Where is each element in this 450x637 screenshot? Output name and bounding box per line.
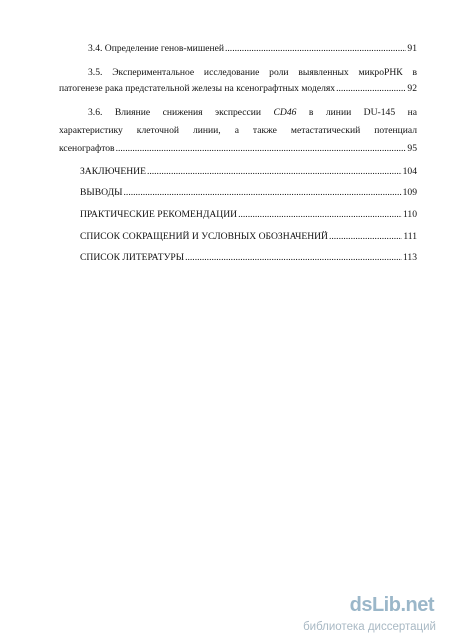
toc-entry-3-6-line-2[interactable] (59, 124, 417, 137)
toc-page-number: 104 (402, 166, 417, 177)
toc-page-number: 111 (403, 231, 417, 242)
toc-entry-abbreviations[interactable] (80, 230, 417, 243)
toc-entry-3-4[interactable] (88, 42, 417, 55)
watermark (0, 594, 450, 637)
toc-page-number: 95 (407, 143, 417, 154)
toc-entry-3-6-line-1[interactable] (88, 106, 417, 119)
leader-dots (147, 165, 402, 178)
toc-entry-findings[interactable] (80, 186, 417, 199)
leader-dots (124, 186, 402, 199)
toc-page-number: 92 (407, 83, 417, 94)
toc-entry-title: СПИСОК ЛИТЕРАТУРЫ (80, 252, 185, 263)
toc-entry-title-cont: патогенезе рака предстательной железы на ксенографтных моделях (59, 83, 336, 94)
toc-entry-3-5-line-2[interactable] (59, 82, 417, 95)
leader-dots (336, 82, 406, 95)
title-prefix: 3.6. Влияние снижения экспрессии (88, 107, 274, 118)
leader-dots (329, 230, 402, 243)
toc-entry-recommendations[interactable] (80, 208, 417, 221)
toc-page-number: 113 (402, 252, 417, 263)
toc-entry-3-6-line-3[interactable] (59, 142, 417, 155)
toc-entry-title: 3.4. Определение генов-мишеней (88, 43, 224, 54)
toc-page-number: 91 (407, 43, 417, 54)
toc-entry-title: СПИСОК СОКРАЩЕНИЙ И УСЛОВНЫХ ОБОЗНАЧЕНИЙ (80, 231, 328, 242)
leader-dots (185, 251, 402, 264)
toc-entry-title-cont: характеристику клеточной линии, а также метастатический потенциал (59, 125, 417, 136)
site-logo[interactable]: dsLib.net (349, 594, 434, 616)
leader-dots (116, 142, 407, 155)
toc-entry-title-cont: ксенографтов (59, 143, 115, 154)
title-suffix: в линии DU-145 на (296, 107, 417, 118)
toc-page-number: 109 (402, 187, 417, 198)
toc-entry-title: ЗАКЛЮЧЕНИЕ (80, 166, 146, 177)
toc-entry-title: ПРАКТИЧЕСКИЕ РЕКОМЕНДАЦИИ (80, 209, 238, 220)
toc-entry-conclusion[interactable] (80, 165, 417, 178)
gene-name: CD46 (273, 107, 297, 118)
toc-entry-title (88, 106, 417, 119)
toc-entry-3-5-line-1[interactable] (88, 66, 417, 79)
toc-entry-title: 3.5. Экспериментальное исследование роли выявленных микроРНК в (88, 67, 417, 78)
toc-page-number: 110 (402, 209, 417, 220)
leader-dots (238, 208, 402, 221)
site-tagline: библиотека диссертаций (303, 621, 436, 633)
toc-entry-title: ВЫВОДЫ (80, 187, 123, 198)
toc-entry-references[interactable] (80, 251, 417, 264)
leader-dots (225, 42, 406, 55)
